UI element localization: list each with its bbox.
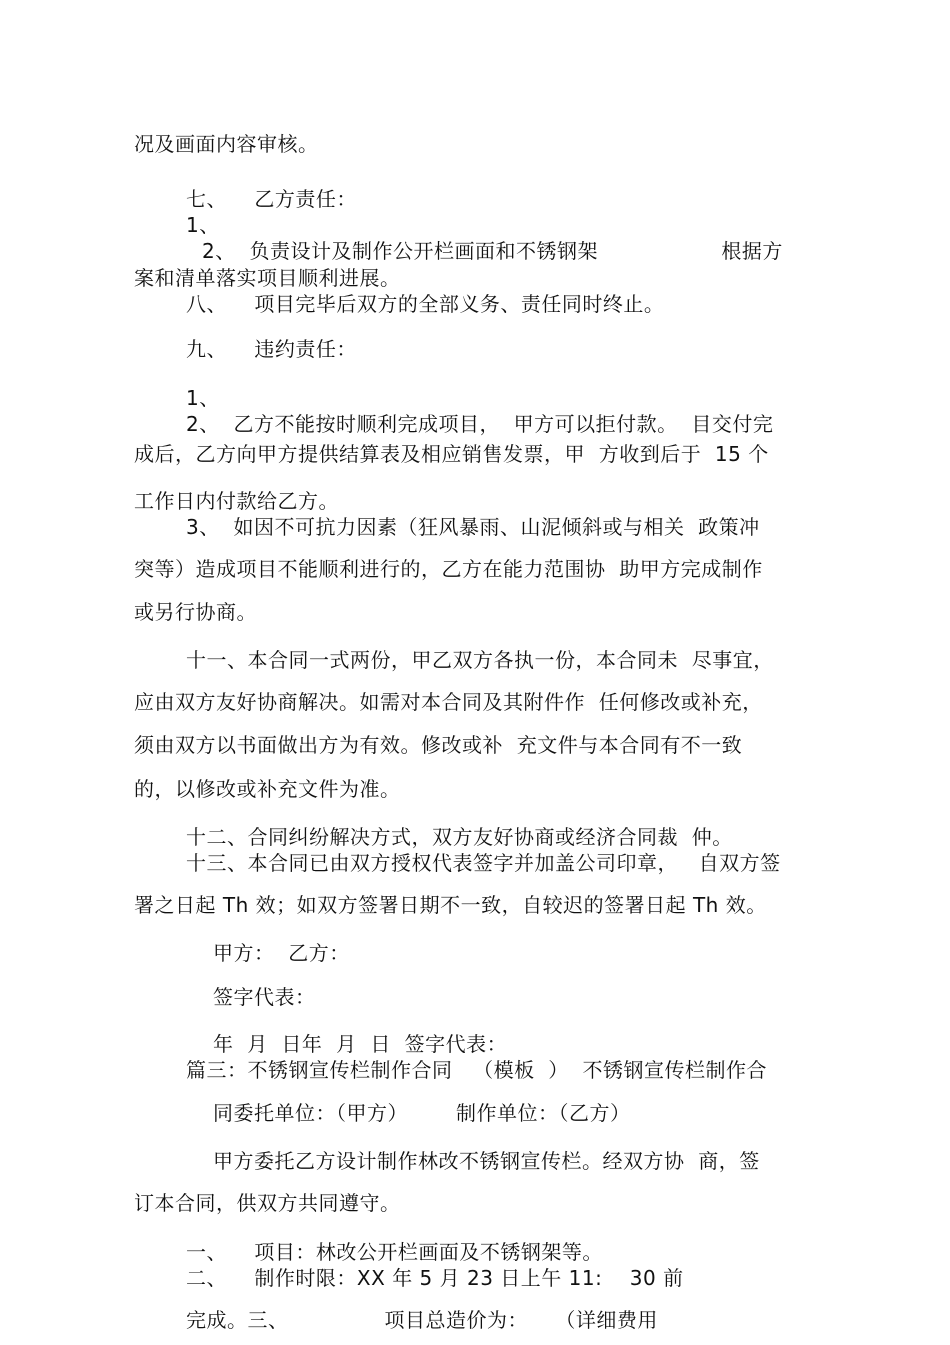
- text-line: 署之日起 Th 效；如双方签署日期不一致，自较迟的签署日起 Th 效。: [134, 893, 767, 917]
- text-line: 1、: [186, 386, 220, 410]
- text-line: 或另行协商。: [134, 600, 257, 624]
- section-heading-13: 十三、本合同已由双方授权代表签字并加盖公司印章， 自双方签: [186, 851, 781, 875]
- clause-2: 二、 制作时限：XX 年 5 月 23 日上午 11: 30 前: [186, 1266, 684, 1290]
- section-heading-9: 九、 违约责任：: [186, 337, 357, 361]
- text-line: 案和清单落实项目顺利进展。: [134, 266, 401, 290]
- text-line: 2、 乙方不能按时顺利完成项目， 甲方可以拒付款。 目交付完: [186, 412, 774, 436]
- text-line: 应由双方友好协商解决。如需对本合同及其附件作 任何修改或补充，: [134, 690, 763, 714]
- section-heading-8: 八、 项目完毕后双方的全部义务、责任同时终止。: [186, 292, 665, 316]
- text-line: 突等）造成项目不能顺利进行的，乙方在能力范围协 助甲方完成制作: [134, 557, 763, 581]
- text-line: 的，以修改或补充文件为准。: [134, 777, 401, 801]
- signature-label: 签字代表：: [213, 985, 316, 1009]
- section-heading-11: 十一、本合同一式两份，甲乙双方各执一份，本合同未 尽事宜，: [186, 648, 774, 672]
- party-labels: 甲方： 乙方：: [213, 941, 350, 965]
- text-line: 工作日内付款给乙方。: [134, 489, 339, 513]
- section-heading-12: 十二、合同纠纷解决方式，双方友好协商或经济合同裁 仲。: [186, 825, 733, 849]
- text-line: 成后，乙方向甲方提供结算表及相应销售发票，甲 方收到后于 15 个: [134, 442, 769, 466]
- date-signature-line: 年 月 日年 月 日 签字代表：: [213, 1032, 508, 1056]
- text-line: 2、 负责设计及制作公开栏画面和不锈钢架 根据方: [202, 239, 783, 263]
- text-line: 1、: [186, 213, 220, 237]
- clause-3: 完成。三、 项目总造价为： （详细费用: [186, 1308, 658, 1332]
- client-maker-line: 同委托单位：（甲方） 制作单位：（乙方）: [213, 1101, 631, 1125]
- section-heading-7: 七、 乙方责任：: [186, 187, 357, 211]
- article-title: 篇三：不锈钢宣传栏制作合同 （模板 ） 不锈钢宣传栏制作合: [186, 1058, 768, 1082]
- text-line: 甲方委托乙方设计制作林改不锈钢宣传栏。经双方协 商，签: [213, 1149, 760, 1173]
- text-line: 须由双方以书面做出方为有效。修改或补 充文件与本合同有不一致: [134, 733, 743, 757]
- text-line: 3、 如因不可抗力因素（狂风暴雨、山泥倾斜或与相关 政策冲: [186, 515, 760, 539]
- text-line: 订本合同，供双方共同遵守。: [134, 1191, 401, 1215]
- clause-1: 一、 项目：林改公开栏画面及不锈钢架等。: [186, 1240, 603, 1264]
- text-line: 况及画面内容审核。: [134, 132, 319, 156]
